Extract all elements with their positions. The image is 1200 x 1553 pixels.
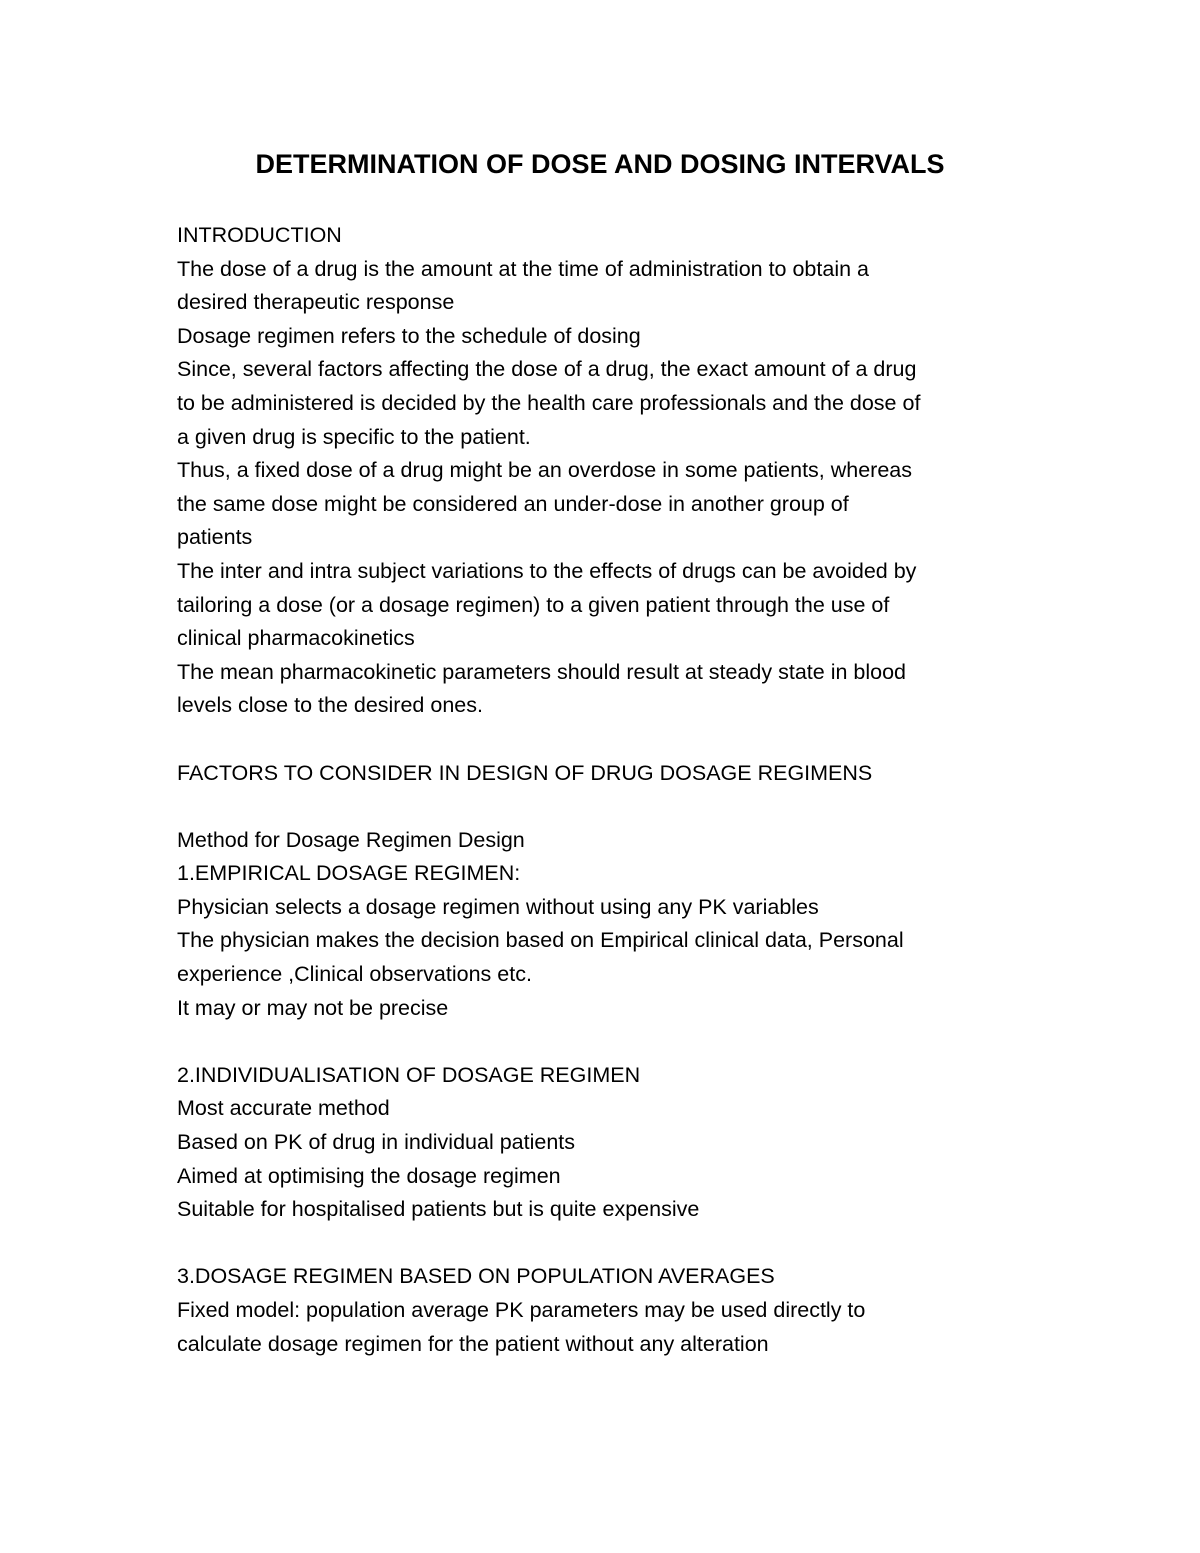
blank-line [177, 723, 1077, 757]
paragraph-line: tailoring a dose (or a dosage regimen) to a given patient through the use of [177, 592, 890, 617]
blank-line [177, 1025, 1077, 1059]
blank-line [177, 1227, 1077, 1261]
paragraph-line: Fixed model: population average PK parameters may be used directly to [177, 1298, 866, 1322]
blank-line [177, 790, 1077, 824]
paragraph-line: The dose of a drug is the amount at the time of administration to obtain a [177, 256, 869, 281]
paragraph-line: Based on PK of drug in individual patients [177, 1130, 576, 1155]
paragraph-line: Thus, a fixed dose of a drug might be an overdose in some patients, whereas [177, 458, 913, 483]
section-heading-introduction: INTRODUCTION [177, 223, 342, 247]
paragraph-line: Since, several factors affecting the dose of a drug, the exact amount of a drug [177, 357, 917, 382]
paragraph-line: Dosage regimen refers to the schedule of dosing [177, 323, 641, 348]
section-heading-individualisation: 2.INDIVIDUALISATION OF DOSAGE REGIMEN [177, 1062, 641, 1087]
section-heading-population-averages: 3.DOSAGE REGIMEN BASED ON POPULATION AVERAGES [177, 1264, 775, 1289]
paragraph-line: to be administered is decided by the health care professionals and the dose of [177, 390, 921, 415]
paragraph-line: levels close to the desired ones. [177, 693, 483, 718]
section-heading-empirical: 1.EMPIRICAL DOSAGE REGIMEN: [177, 861, 521, 886]
paragraph-line: calculate dosage regimen for the patient without any alteration [177, 1331, 769, 1356]
section-heading-factors: FACTORS TO CONSIDER IN DESIGN OF DRUG DOSAGE REGIMENS [177, 760, 873, 785]
paragraph-line: The mean pharmacokinetic parameters should result at steady state in blood [177, 659, 907, 684]
paragraph-line: Aimed at optimising the dosage regimen [177, 1163, 561, 1188]
paragraph-line: Most accurate method [177, 1096, 390, 1121]
paragraph-line: the same dose might be considered an under-dose in another group of [177, 491, 849, 516]
document-title: DETERMINATION OF DOSE AND DOSING INTERVALS [255, 149, 945, 179]
subheading-method: Method for Dosage Regimen Design [177, 827, 525, 852]
paragraph-line: It may or may not be precise [177, 995, 449, 1020]
paragraph-line: experience ,Clinical observations etc. [177, 962, 532, 987]
document-body [177, 219, 1077, 1361]
paragraph-line: Physician selects a dosage regimen without using any PK variables [177, 894, 819, 919]
paragraph-line: Suitable for hospitalised patients but is quite expensive [177, 1197, 700, 1222]
paragraph-line: patients [177, 525, 253, 550]
paragraph-line: The inter and intra subject variations to the effects of drugs can be avoided by [177, 558, 917, 583]
paragraph-line: clinical pharmacokinetics [177, 626, 415, 651]
paragraph-line: The physician makes the decision based on Empirical clinical data, Personal [177, 928, 904, 953]
paragraph-line: desired therapeutic response [177, 290, 455, 315]
paragraph-line: a given drug is specific to the patient. [177, 424, 531, 449]
